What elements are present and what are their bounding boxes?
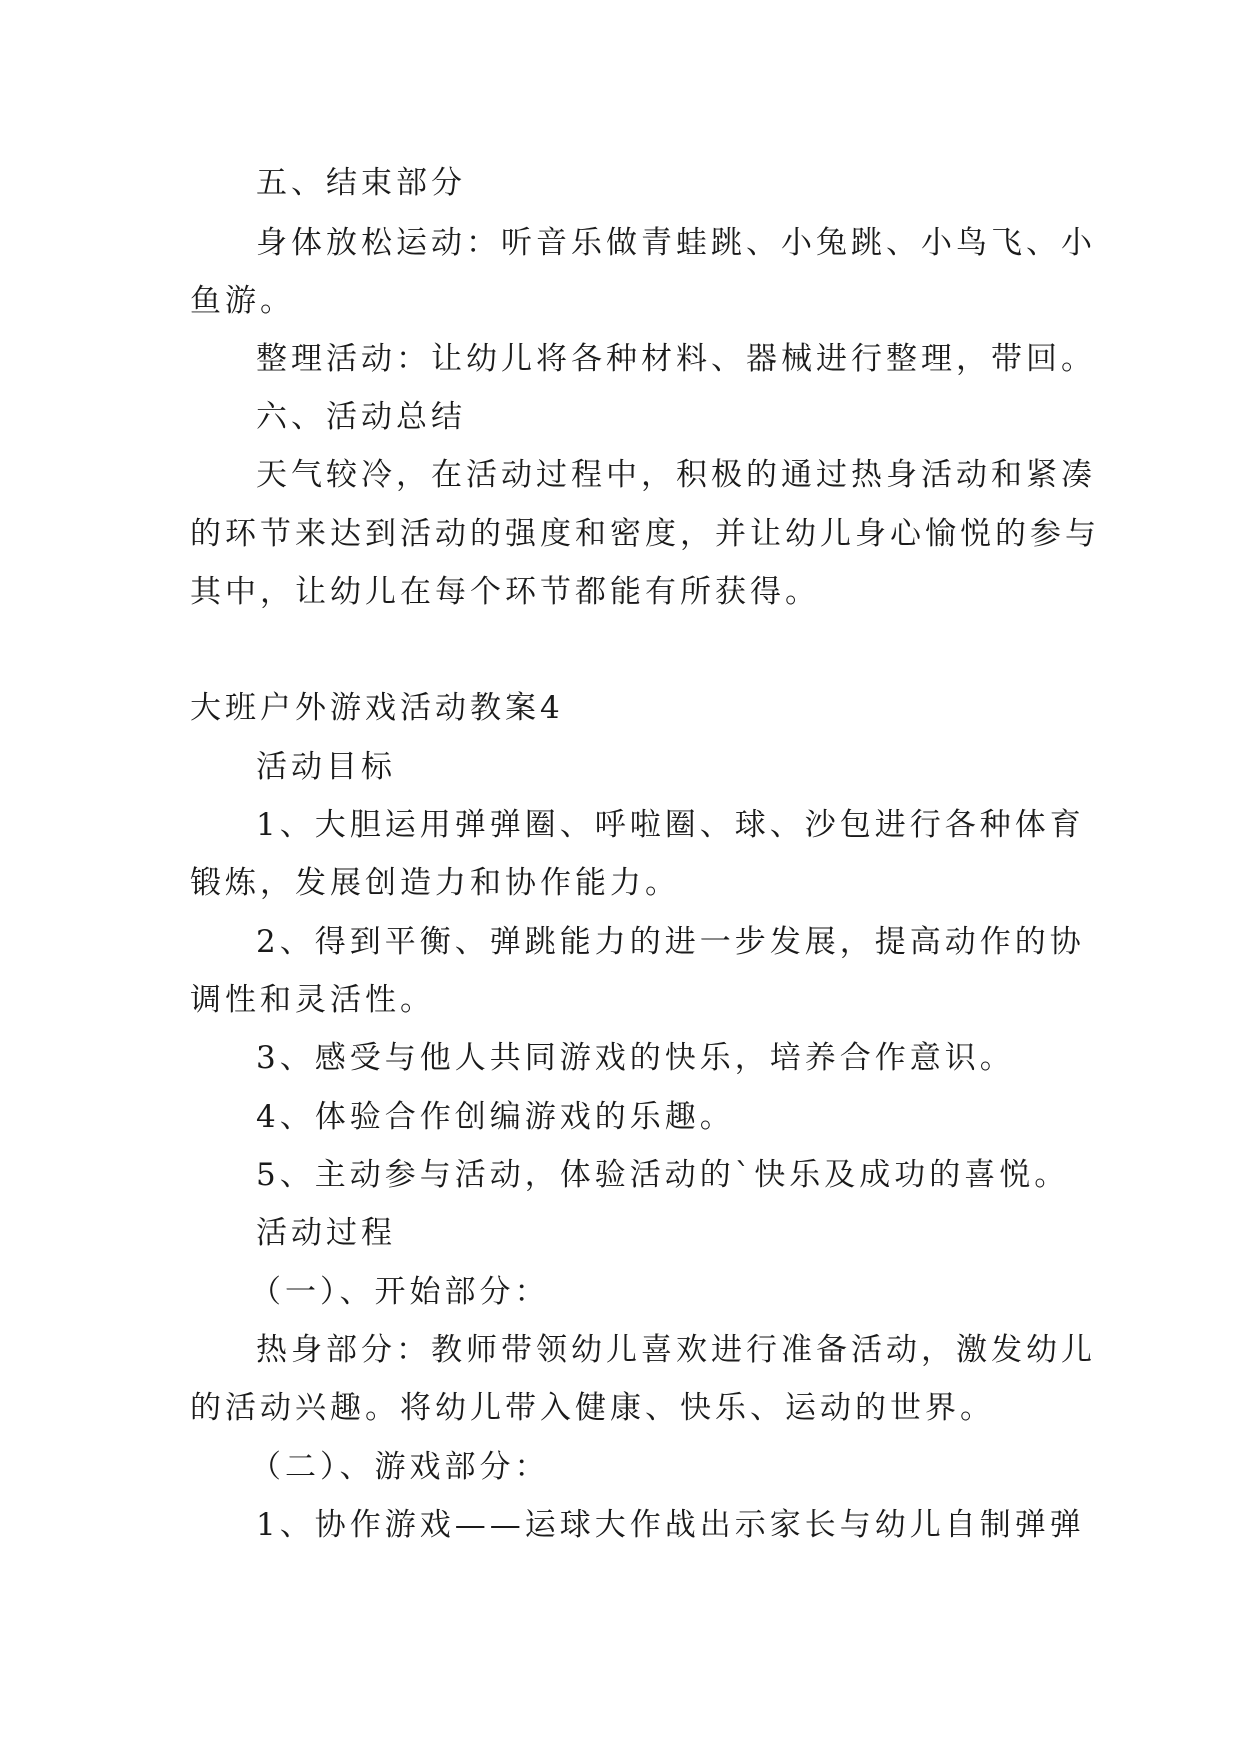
- process-heading: 活动过程: [256, 1215, 396, 1251]
- goal1-line2: 锻炼，发展创造力和协作能力。: [190, 865, 680, 901]
- warmup-line2: 的活动兴趣。将幼儿带入健康、快乐、运动的世界。: [190, 1390, 995, 1426]
- tidy-paragraph: 整理活动：让幼儿将各种材料、器械进行整理，带回。: [256, 341, 1096, 377]
- goal5: 5、主动参与活动，体验活动的`快乐及成功的喜悦。: [256, 1157, 1070, 1193]
- summary-paragraph-line1: 天气较冷，在活动过程中，积极的通过热身活动和紧凑: [256, 457, 1096, 493]
- part2-heading: （二）、游戏部分：: [250, 1449, 550, 1485]
- section5-heading: 五、结束部分: [256, 165, 466, 201]
- goal4: 4、体验合作创编游戏的乐趣。: [256, 1099, 735, 1135]
- goal2-line2: 调性和灵活性。: [190, 982, 435, 1018]
- relax-paragraph-line2: 鱼游。: [190, 283, 295, 319]
- goals-heading: 活动目标: [256, 749, 396, 785]
- warmup-line1: 热身部分：教师带领幼儿喜欢进行准备活动，激发幼儿: [256, 1332, 1096, 1368]
- section6-heading: 六、活动总结: [256, 399, 466, 435]
- summary-paragraph-line2: 的环节来达到活动的强度和密度，并让幼儿身心愉悦的参与: [190, 516, 1100, 552]
- part1-heading: （一）、开始部分：: [250, 1274, 550, 1310]
- goal1-line1: 1、大胆运用弹弹圈、呼啦圈、球、沙包进行各种体育: [256, 807, 1085, 843]
- goal2-line1: 2、得到平衡、弹跳能力的进一步发展，提高动作的协: [256, 924, 1085, 960]
- goal3: 3、感受与他人共同游戏的快乐，培养合作意识。: [256, 1040, 1015, 1076]
- game1-line1: 1、协作游戏——运球大作战出示家长与幼儿自制弹弹: [256, 1507, 1085, 1543]
- summary-paragraph-line3: 其中，让幼儿在每个环节都能有所获得。: [190, 574, 820, 610]
- plan4-title: 大班户外游戏活动教案4: [190, 690, 564, 726]
- relax-paragraph-line1: 身体放松运动：听音乐做青蛙跳、小兔跳、小鸟飞、小: [256, 225, 1096, 261]
